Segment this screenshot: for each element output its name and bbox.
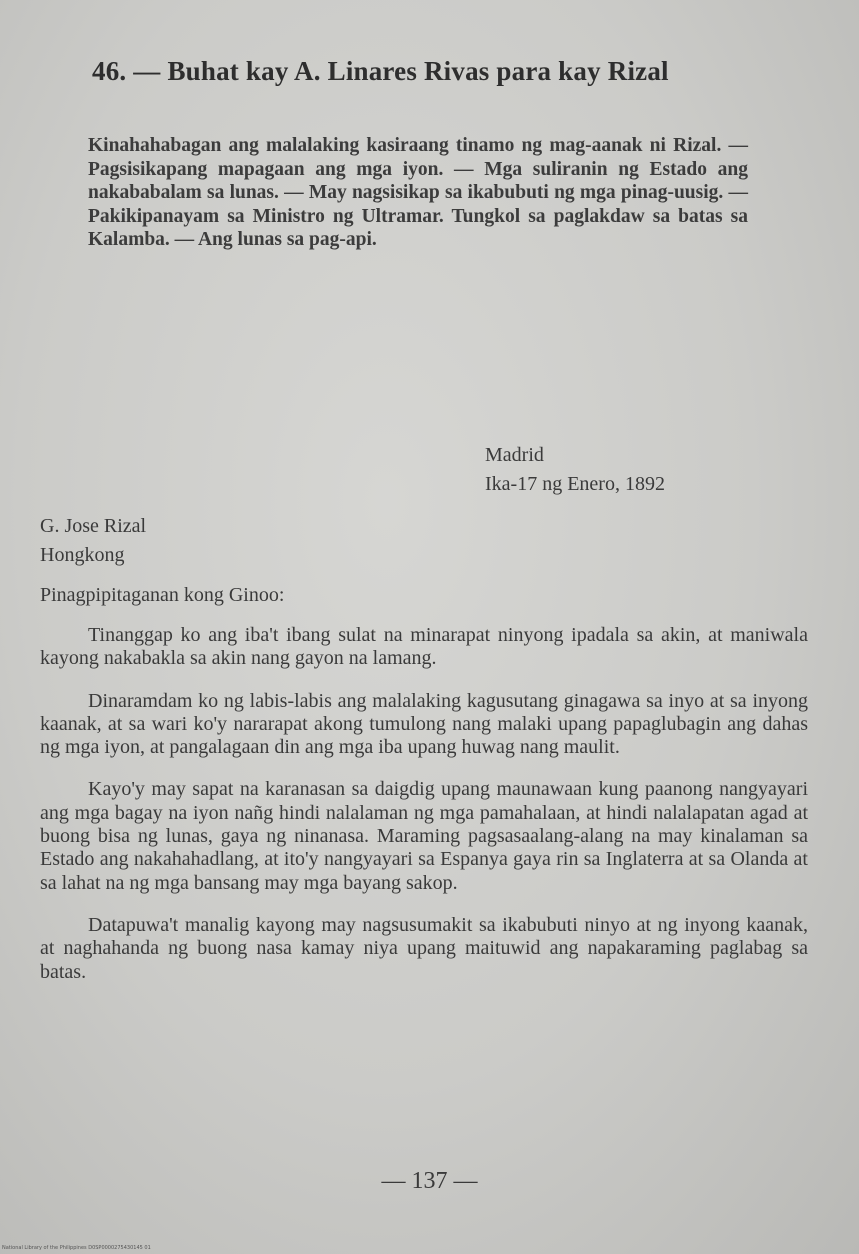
body-paragraph: Kayo'y may sapat na karanasan sa daigdig upang maunawaan kung paanong nangyayari ang mga bagay na iyon nañg hindi nalalaman ng mga pamahalaan, at hindi nalalapatan agad at buong bisa ng lunas, gaya ng ninanasa. Maraming pagsasaalang-alang na may kinalaman sa Estado ang nakahahadlang, at ito'y nangyayari sa Espanya gaya rin sa Inglaterra at sa Olanda at sa lahat na ng mga bansang may mga bayang sakop. [40,778,808,894]
dateline [485,441,665,499]
dateline-date: Ika-17 ng Enero, 1892 [485,473,665,495]
dateline-place: Madrid [485,444,544,466]
body-paragraph: Datapuwa't manalig kayong may nagsusumakit sa ikabubuti ninyo at ng inyong kaanak, at naghahanda ng buong nasa kamay niya upang maituwid ang napakaraming paglabag sa batas. [40,913,808,983]
salutation: Pinagpipitaganan kong Ginoo: [40,584,285,606]
body-paragraph: Tinanggap ko ang iba't ibang sulat na minarapat ninyong ipadala sa akin, at maniwala kayong nakabakla sa akin nang gayon na lamang. [40,624,808,670]
letter-summary: Kinahahabagan ang malalaking kasiraang tinamo ng mag-aanak ni Rizal. — Pagsisikapang mapagaan ang mga iyon. — Mga suliranin ng Estado ang nakababalam sa lunas. — May nagsisikap sa ikabubuti ng mga pinag-uusig. — Pakikipanayam sa Ministro ng Ultramar. Tungkol sa paglakdaw sa batas sa Kalamba. — Ang lunas sa pag-api. [88,135,748,250]
recipient-name: G. Jose Rizal [40,515,147,537]
recipient-place: Hongkong [40,544,125,566]
letter-heading: 46. — Buhat kay A. Linares Rivas para kay Rizal [92,56,669,86]
page-number: — 137 — [381,1168,478,1194]
body-paragraph: Dinaramdam ko ng labis-labis ang malalaking kagusutang ginagawa sa inyo at sa inyong kaanak, at sa wari ko'y nararapat akong tumulong nang malaki upang papaglubagin ang dahas ng mga iyon, at pangalagaan din ang mga iba upang huwag nang maulit. [40,689,808,759]
library-credit: National Library of the Philippines D0SP0000275430145 01 [2,1245,151,1251]
recipient-address [40,512,146,570]
letter-body [40,624,808,1003]
